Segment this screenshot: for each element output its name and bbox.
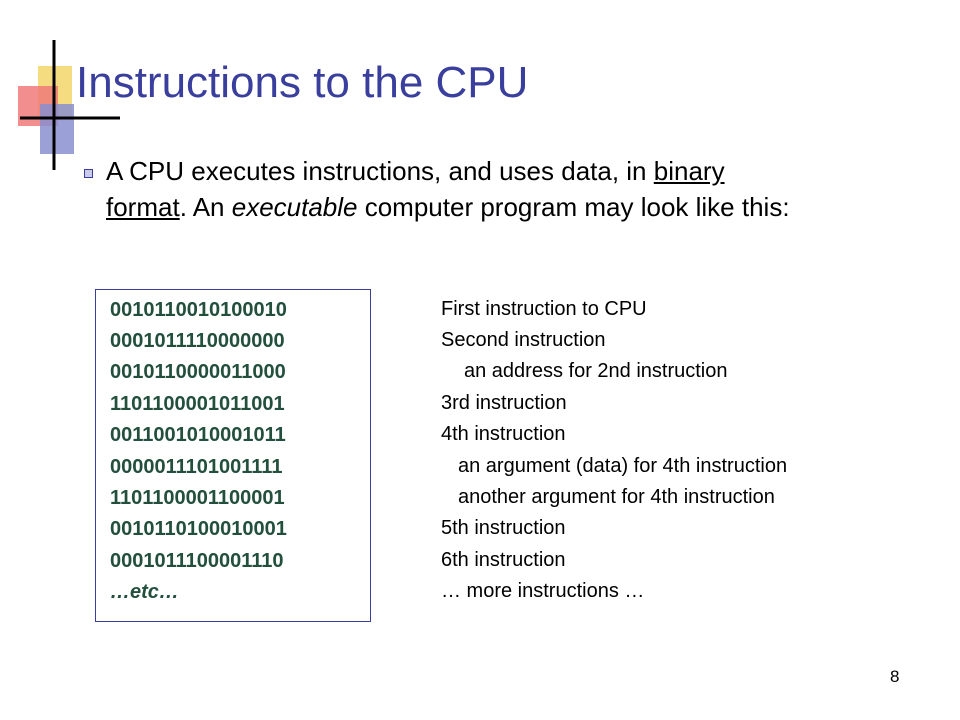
page-number: 8 — [890, 667, 900, 686]
instruction-description: another argument for 4th instruction — [458, 486, 775, 508]
square-bullet-icon — [84, 169, 93, 178]
code-line: 0010110100010001 — [110, 518, 287, 540]
code-line: 1101100001100001 — [110, 487, 285, 509]
instruction-description: … more instructions … — [441, 580, 645, 602]
bullet-text: A CPU executes instructions, and uses data, in binary format. An executable computer program may look like this: — [106, 156, 790, 222]
code-line: 0000011101001111 — [110, 456, 283, 478]
instruction-description: an address for 2nd instruction — [464, 360, 728, 382]
instruction-description: 5th instruction — [441, 517, 566, 539]
instruction-description: an argument (data) for 4th instruction — [458, 455, 788, 477]
instruction-description: Second instruction — [441, 329, 606, 351]
instruction-description: 3rd instruction — [441, 392, 567, 414]
slide-title: Instructions to the CPU — [76, 58, 529, 107]
instruction-description: 4th instruction — [441, 423, 566, 445]
code-line: 0001011100001110 — [110, 550, 284, 572]
format-term: format — [106, 192, 180, 222]
binary-code-box — [95, 289, 371, 622]
code-line: 0010110000011000 — [110, 361, 286, 383]
code-line-etc: …etc… — [110, 581, 179, 603]
binary-term: binary — [653, 156, 725, 186]
executable-term: executable — [231, 192, 358, 222]
instruction-description: First instruction to CPU — [441, 298, 647, 320]
instruction-description: 6th instruction — [441, 549, 566, 571]
code-line: 0011001010001011 — [110, 424, 286, 446]
code-line: 0010110010100010 — [110, 299, 287, 321]
code-line: 1101100001011001 — [110, 393, 285, 415]
code-line: 0001011110000000 — [110, 330, 285, 352]
